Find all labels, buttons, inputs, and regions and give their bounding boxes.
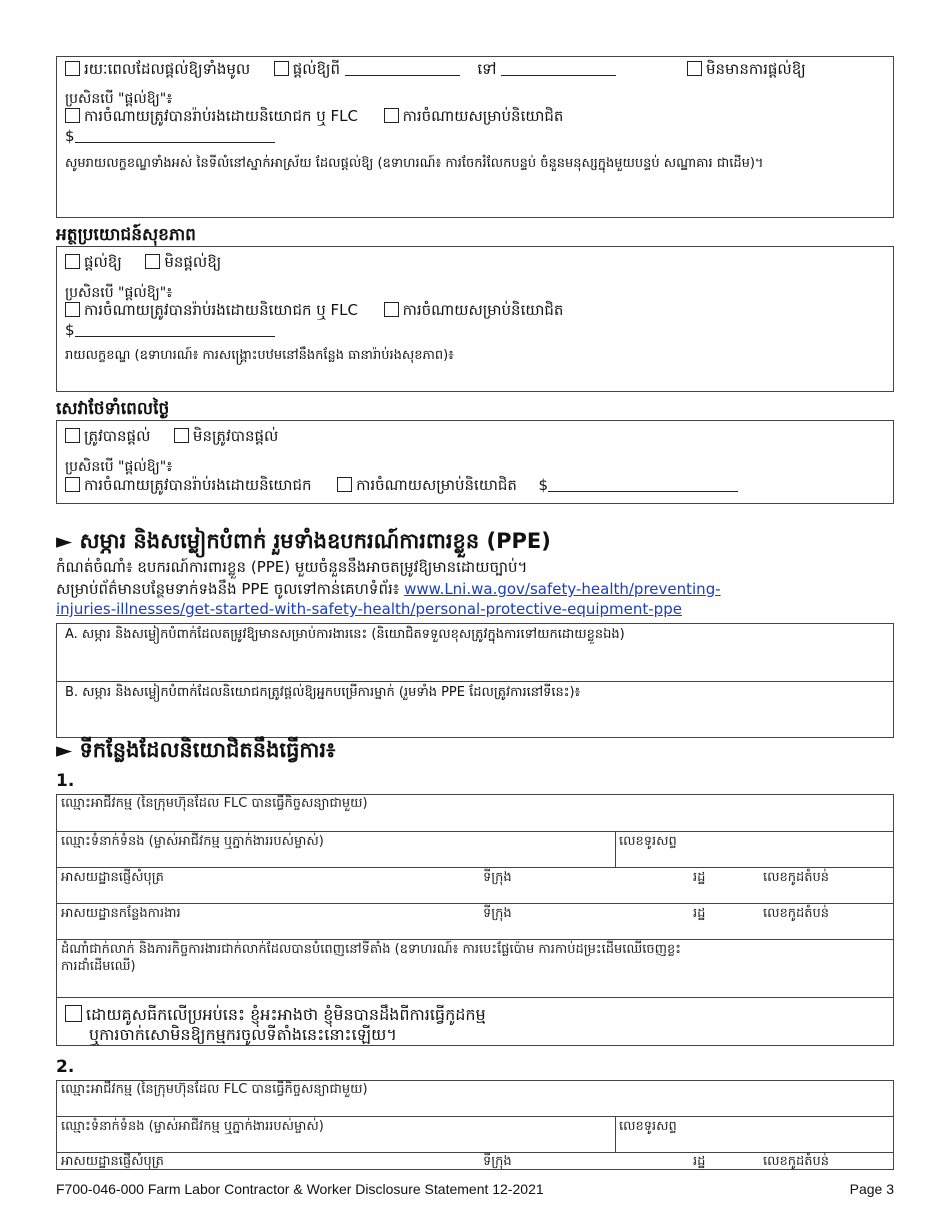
housing-cost-employer-checkbox[interactable] [65,108,80,123]
worksite-2-mailing-label: អាសយដ្ឋានផ្ញើសំបុត្រ [61,1154,164,1169]
worksite-2-mailing-state-label: រដ្ឋ [693,1154,706,1169]
worksite-1-attest-line1: ដោយគូសធីកលើប្រអប់នេះ ខ្ញុំអះអាងថា ខ្ញុំមិនបានដឹងពីការធ្វើកូដកម្ម [86,1005,486,1024]
housing-none-checkbox[interactable] [687,61,702,76]
worksite-1-phone-label: លេខទូរសព្ទ [619,834,677,849]
worksite-1-mailing-label: អាសយដ្ឋានផ្ញើសំបុត្រ [61,870,164,885]
housing-to-date-field[interactable] [501,61,616,76]
health-not-provided-label: មិនផ្តល់ឱ្យ [164,253,222,271]
childcare-cost-employer-label: ការចំណាយត្រូវបានរ៉ាប់រងដោយនិយោជក [84,476,312,494]
worksite-1-business-name-label: ឈ្មោះអាជីវកម្ម (នៃក្រុមហ៊ុនដែល FLC បានធ្វើកិច្ចសន្យាជាមួយ) [61,796,368,811]
housing-none-label: មិនមានការផ្តល់ឱ្យ [706,60,806,78]
childcare-box [56,420,894,504]
ppe-b-label: B. សម្ភារ និងសម្លៀកបំពាក់ដែលនិយោជកត្រូវផ្តល់ឱ្យអ្នកបម្រើការម្នាក់ (រួមទាំង PPE ដែលត្រូវការនៅទីនេះ)៖ [65,685,581,700]
worksite-1-mailing-city-label: ទីក្រុង [483,870,512,885]
health-cost-worker-label: ការចំណាយសម្រាប់និយោជិត [402,301,564,319]
health-cost-amount-field[interactable] [75,322,275,337]
worksite-2-phone-label: លេខទូរសព្ទ [619,1119,677,1134]
housing-options-row [65,60,616,82]
health-dollar-sign: $ [65,321,75,339]
ppe-section-title: ► សម្ភារ និងសម្លៀកបំពាក់ រួមទាំងឧបករណ៍ការពារខ្លួន (PPE) [56,529,551,553]
health-section-title: អត្ថប្រយោជន៍សុខភាព [56,225,196,245]
footer-form-id: F700-046-000 Farm Labor Contractor & Worker Disclosure Statement 12-2021 [56,1181,544,1197]
worksite-1-attest-checkbox[interactable] [65,1005,82,1022]
housing-from-date-field[interactable] [345,61,460,76]
housing-if-provided: ប្រសិនបើ "ផ្តល់ឱ្យ"៖ [65,91,173,107]
childcare-section-title: សេវាថែទាំពេលថ្ងៃ [56,399,170,419]
worksite-1-attest-line2: ឬការចាក់សោមិនឱ្យកម្មករចូលទីតាំងនេះនោះឡើយ។ [89,1025,397,1044]
childcare-provided-label: ត្រូវបានផ្តល់ [84,427,151,445]
health-provided-label: ផ្តល់ឱ្យ [84,253,122,271]
ppe-box [56,623,894,738]
health-provided-checkbox[interactable] [65,254,80,269]
worksite-2-number: 2. [56,1057,75,1077]
worksite-1-work-city-label: ទីក្រុង [483,906,512,921]
housing-period-label: រយៈពេលដែលផ្តល់ឱ្យទាំងមូល [84,60,251,78]
housing-period-checkbox[interactable] [65,61,80,76]
housing-box [56,56,894,218]
worksite-1-number: 1. [56,771,75,791]
footer-page-number: Page 3 [849,1181,894,1197]
health-cost-employer-label: ការចំណាយត្រូវបានរ៉ាប់រងដោយនិយោជក ឬ FLC [84,301,359,319]
worksite-1-contact-name-label: ឈ្មោះទំនាក់ទំនង (ម្ចាស់អាជីវកម្ម ឬភ្នាក់ងាររបស់ម្ចាស់) [61,834,324,849]
worksite-2-contact-name-label: ឈ្មោះទំនាក់ទំនង (ម្ចាស់អាជីវកម្ម ឬភ្នាក់ងាររបស់ម្ចាស់) [61,1119,324,1134]
worksite-1-mailing-state-label: រដ្ឋ [693,870,706,885]
housing-from-label: ផ្តល់ឱ្យពី [292,60,341,78]
childcare-provided-checkbox[interactable] [65,428,80,443]
childcare-not-provided-label: មិនត្រូវបានផ្តល់ [192,427,279,445]
ppe-link-part2[interactable]: injuries-illnesses/get-started-with-safety-health/personal-protective-equipment-ppe [56,600,682,618]
health-if-provided: ប្រសិនបើ "ផ្តល់ឱ្យ"៖ [65,285,173,301]
childcare-if-provided: ប្រសិនបើ "ផ្តល់ឱ្យ"៖ [65,459,173,475]
health-describe-label: រាយលក្ខខណ្ឌ (ឧទាហរណ៍៖ ការសង្គ្រោះបឋមនៅនឹងកន្លែង ធានារ៉ាប់រងសុខភាព)៖ [65,348,454,363]
childcare-cost-worker-checkbox[interactable] [337,477,352,492]
worksite-1-box [56,794,894,1046]
housing-cost-employer-label: ការចំណាយត្រូវបានរ៉ាប់រងដោយនិយោជក ឬ FLC [84,107,359,125]
worksite-2-box [56,1080,894,1170]
ppe-link-part1[interactable]: www.Lni.wa.gov/safety-health/preventing- [404,580,721,598]
childcare-dollar-sign: $ [538,476,549,494]
childcare-cost-amount-field[interactable] [548,477,738,492]
health-box [56,246,894,392]
housing-cost-amount-field[interactable] [75,128,275,143]
housing-describe-label: សូមរាយលក្ខខណ្ឌទាំងអស់ នៃទីលំនៅស្នាក់អាស្រ័យ ដែលផ្តល់ឱ្យ (ឧទាហរណ៍៖ ការចែករំលែកបន្ទប់ ចំនួនមនុស្សក្នុងមួយបន្ទប់ សណ្ឋាគារ ជាដើម)។ [65,156,764,171]
worksite-1-work-zip-label: លេខកូដតំបន់ [763,906,830,921]
worksite-2-mailing-city-label: ទីក្រុង [483,1154,512,1169]
housing-cost-worker-label: ការចំណាយសម្រាប់និយោជិត [402,107,564,125]
health-not-provided-checkbox[interactable] [145,254,160,269]
health-cost-employer-checkbox[interactable] [65,302,80,317]
worksite-1-work-state-label: រដ្ឋ [693,906,706,921]
ppe-note-line: កំណត់ចំណាំ៖ ឧបករណ៍ការពារខ្លួន (PPE) មួយចំនួននឹងអាចតម្រូវឱ្យមានដោយច្បាប់។ [56,558,528,576]
childcare-not-provided-checkbox[interactable] [174,428,189,443]
ppe-a-label: A. សម្ភារ និងសម្លៀកបំពាក់ដែលតម្រូវឱ្យមានសម្រាប់ការងារនេះ (និយោជិតទទួលខុសត្រូវក្នុងការទៅយកដោយខ្លួនឯង) [65,627,625,642]
worksite-section-title: ► ទីកន្លែងដែលនិយោជិតនឹងធ្វើការ៖ [56,738,336,762]
worksite-2-business-name-label: ឈ្មោះអាជីវកម្ម (នៃក្រុមហ៊ុនដែល FLC បានធ្វើកិច្ចសន្យាជាមួយ) [61,1082,368,1097]
housing-dollar-sign: $ [65,127,75,145]
childcare-cost-employer-checkbox[interactable] [65,477,80,492]
housing-to-label: ទៅ [477,60,497,78]
worksite-2-mailing-zip-label: លេខកូដតំបន់ [763,1154,830,1169]
childcare-cost-worker-label: ការចំណាយសម្រាប់និយោជិត [356,476,517,494]
housing-cost-worker-checkbox[interactable] [384,108,399,123]
housing-from-checkbox[interactable] [274,61,289,76]
worksite-1-work-address-label: អាសយដ្ឋានកន្លែងការងារ [61,906,181,921]
worksite-1-crops-label: ដំណាំជាក់លាក់ និងភារកិច្ចការងារជាក់លាក់ដែលបានបំពេញនៅទីតាំង (ឧទាហរណ៍៖ ការបេះផ្លែប៉ោម ការកាប់ដម្រះដើមឈើចេញខ្លះ [61,942,681,957]
health-cost-worker-checkbox[interactable] [384,302,399,317]
worksite-1-mailing-zip-label: លេខកូដតំបន់ [763,870,830,885]
ppe-info-line: សម្រាប់ព័ត៌មានបន្ថែមទាក់ទងនឹង PPE ចូលទៅកាន់គេហទំព័រ៖ [56,580,400,598]
worksite-1-crops-label-cont: ការដាំដើមឈើ) [61,959,136,974]
